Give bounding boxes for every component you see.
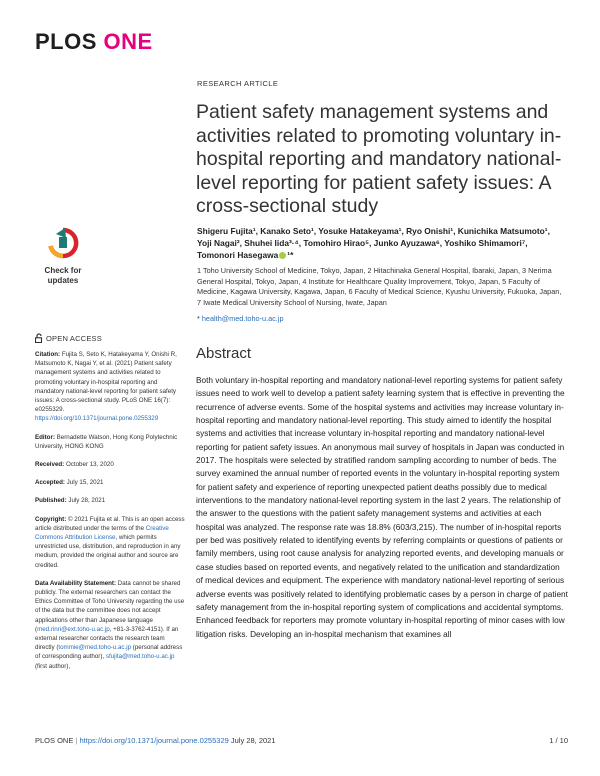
page-number: 1 / 10: [549, 736, 568, 745]
citation-label: Citation:: [35, 351, 61, 358]
editor-text: Bernadette Watson, Hong Kong Polytechnic University, HONG KONG: [35, 433, 178, 450]
author-list: [197, 226, 567, 261]
editor-block: [35, 433, 185, 451]
citation-block: [35, 350, 185, 424]
data-availability-block: [35, 579, 185, 671]
footer-left: [35, 736, 276, 745]
received-block: [35, 460, 185, 469]
license-link[interactable]: Creative Commons Attribution License: [35, 524, 169, 542]
abstract-text: Both voluntary in-hospital reporting and mandatory national-level reporting systems for patient safety issues need to work well to develop a patient safety learning system that is effective in preventing the recurrence of adverse events. Some of the hospital systems and activities may increase voluntary in-hospital reporting and mandatory national-level reporting. This study aimed to identify the hospital systems and activities that increase voluntary in-hospital reporting and mandatory national-level reporting for patient safety issues. An anonymous mail survey of hospitals in Japan was conducted in 2017. The hospitals were selected by stratified random sampling according to number of beds. The survey examined the annual number of reported events in the voluntary in-hospital reporting system for patient safety and experience of reporting unexpected patient deaths possibly due to medical interventions to the mandatory national-level reporting system in the last 2 years. The relationship of the answer to the questions with the patient safety management systems and activities at each hospital was analyzed. The response rate was 18.8% (603/3,215). The number of in-hospital reports per bed was positively related to identifying events by referring complaints or questions of patients or family members, using root cause analysis for analyzing reported events, and developing manuals or case studies based on reported events, and negatively related to the unification and standardization of medical devices and equipment. The experience with mandatory national-level reporting of serious adverse events was positively related to identifying problematic cases by a person in charge of patient safety management from the in-hospital reporting system of complications and accidental symptoms. Enhanced feedback for reporters may promote voluntary in-hospital reporting of minor cases with low litigation risks. Developing an in-hospital mechanism that examines all: [196, 376, 568, 639]
published-block: [35, 496, 185, 505]
data-availability-text-4: (first author),: [35, 662, 71, 670]
accepted-label: Accepted:: [35, 479, 65, 487]
orcid-icon[interactable]: [279, 252, 286, 259]
check-updates-line-1: Check for: [44, 266, 82, 275]
ethics-email-link[interactable]: med.rinri@ext.toho-u.ac.jp: [37, 625, 110, 633]
authors-line-3: [197, 250, 567, 262]
open-access-text: OPEN ACCESS: [46, 333, 102, 343]
received-label: Received:: [35, 461, 65, 469]
accepted-block: [35, 478, 185, 487]
copyright-label: Copyright:: [35, 515, 67, 523]
footer-journal: PLOS ONE: [35, 736, 74, 745]
footer-separator: |: [75, 736, 78, 745]
abstract-heading: Abstract: [196, 345, 252, 362]
author-name: Tomonori Hasegawa: [197, 249, 279, 260]
first-author-email-link[interactable]: sfujita@med.toho-u.ac.jp: [105, 653, 175, 661]
open-access-label: [35, 333, 102, 343]
open-lock-icon: [35, 333, 43, 343]
page-footer: [35, 736, 568, 745]
logo-plos: PLOS: [35, 29, 97, 54]
corresponding-author: [197, 314, 284, 323]
footer-doi-link[interactable]: https://doi.org/10.1371/journal.pone.0255329: [79, 736, 229, 745]
article-metadata-sidebar: [35, 350, 185, 680]
check-updates-icon: [38, 227, 88, 259]
copyright-block: [35, 515, 185, 570]
received-date: October 13, 2020: [65, 461, 114, 469]
check-for-updates-badge[interactable]: [38, 227, 88, 285]
accepted-date: July 15, 2021: [66, 479, 104, 487]
authors-line-2: Yoji Nagai², Shuhei Iida³·⁴, Tomohiro Hirao⁵, Junko Ayuzawa⁶, Yoshiko Shimamori⁷,: [197, 237, 528, 248]
journal-logo: [35, 29, 153, 55]
copyright-text-2: , which permits unrestricted use, distribution, and reproduction in any medium, provided the original author and source are credited.: [35, 534, 181, 569]
authors-line-1: Shigeru Fujita¹, Kanako Seto¹, Yosuke Hatakeyama¹, Ryo Onishi¹, Kunichika Matsumoto¹,: [197, 226, 550, 236]
check-updates-line-2: updates: [47, 275, 79, 285]
corresponding-marker: *: [197, 314, 202, 323]
editor-label: Editor:: [35, 433, 55, 441]
affiliations: 1 Toho University School of Medicine, Tokyo, Japan, 2 Hitachinaka General Hospital, Ibaraki, Japan, 3 Nerima General Hospital, Tokyo, Japan, 4 Institute for Healthcare Quality Improvement, Tokyo, Japan, 5 Faculty of Medicine, Kagawa University, Kagawa, Japan, 6 Faculty of Medical Science, Kyushu University, Fukuoka, Japan, 7 Iwate Medical University School of Nursing, Iwate, Japan: [197, 266, 562, 307]
data-availability-label: Data Availability Statement:: [35, 579, 117, 587]
corresponding-email-link[interactable]: health@med.toho-u.ac.jp: [201, 314, 284, 323]
citation-text: Fujita S, Seto K, Hatakeyama Y, Onishi R, Matsumoto K, Nagai Y, et al. (2021) Patient safety management systems and activities related to promoting voluntary in-hospital reporting and mandatory national-level reporting for patient safety issues: A cross-sectional study. PLoS ONE 16(7): e0255329.: [35, 351, 177, 414]
citation-doi-link[interactable]: https://doi.org/10.1371/journal.pone.0255329: [35, 415, 159, 423]
logo-one: ONE: [103, 29, 153, 54]
published-label: Published:: [35, 497, 67, 505]
published-date: July 28, 2021: [68, 497, 106, 505]
corresponding-email-link-sidebar[interactable]: tommie@med.toho-u.ac.jp: [58, 644, 132, 652]
copyright-text-1: © 2021 Fujita et al. This is an open access article distributed under the terms of the: [35, 515, 185, 532]
article-type: RESEARCH ARTICLE: [197, 79, 279, 88]
footer-date: July 28, 2021: [230, 736, 276, 745]
data-availability-text-3: (personal address of corresponding author),: [35, 644, 183, 661]
author-suffix: ¹*: [287, 249, 294, 260]
data-availability-text-2: , +81-3-3762-4151). If an external researcher contacts the research team directly (: [35, 625, 179, 652]
data-availability-text-1: Data cannot be shared publicly. The external researchers can contact the Ethics Committee of Toho University regarding the use of the data but the committee does not accept applications other than Japanese language (: [35, 579, 185, 633]
article-title: Patient safety management systems and activities related to promoting voluntary in-hospital reporting and mandatory national-level reporting for patient safety issues: A cross-sectional study: [196, 101, 562, 217]
